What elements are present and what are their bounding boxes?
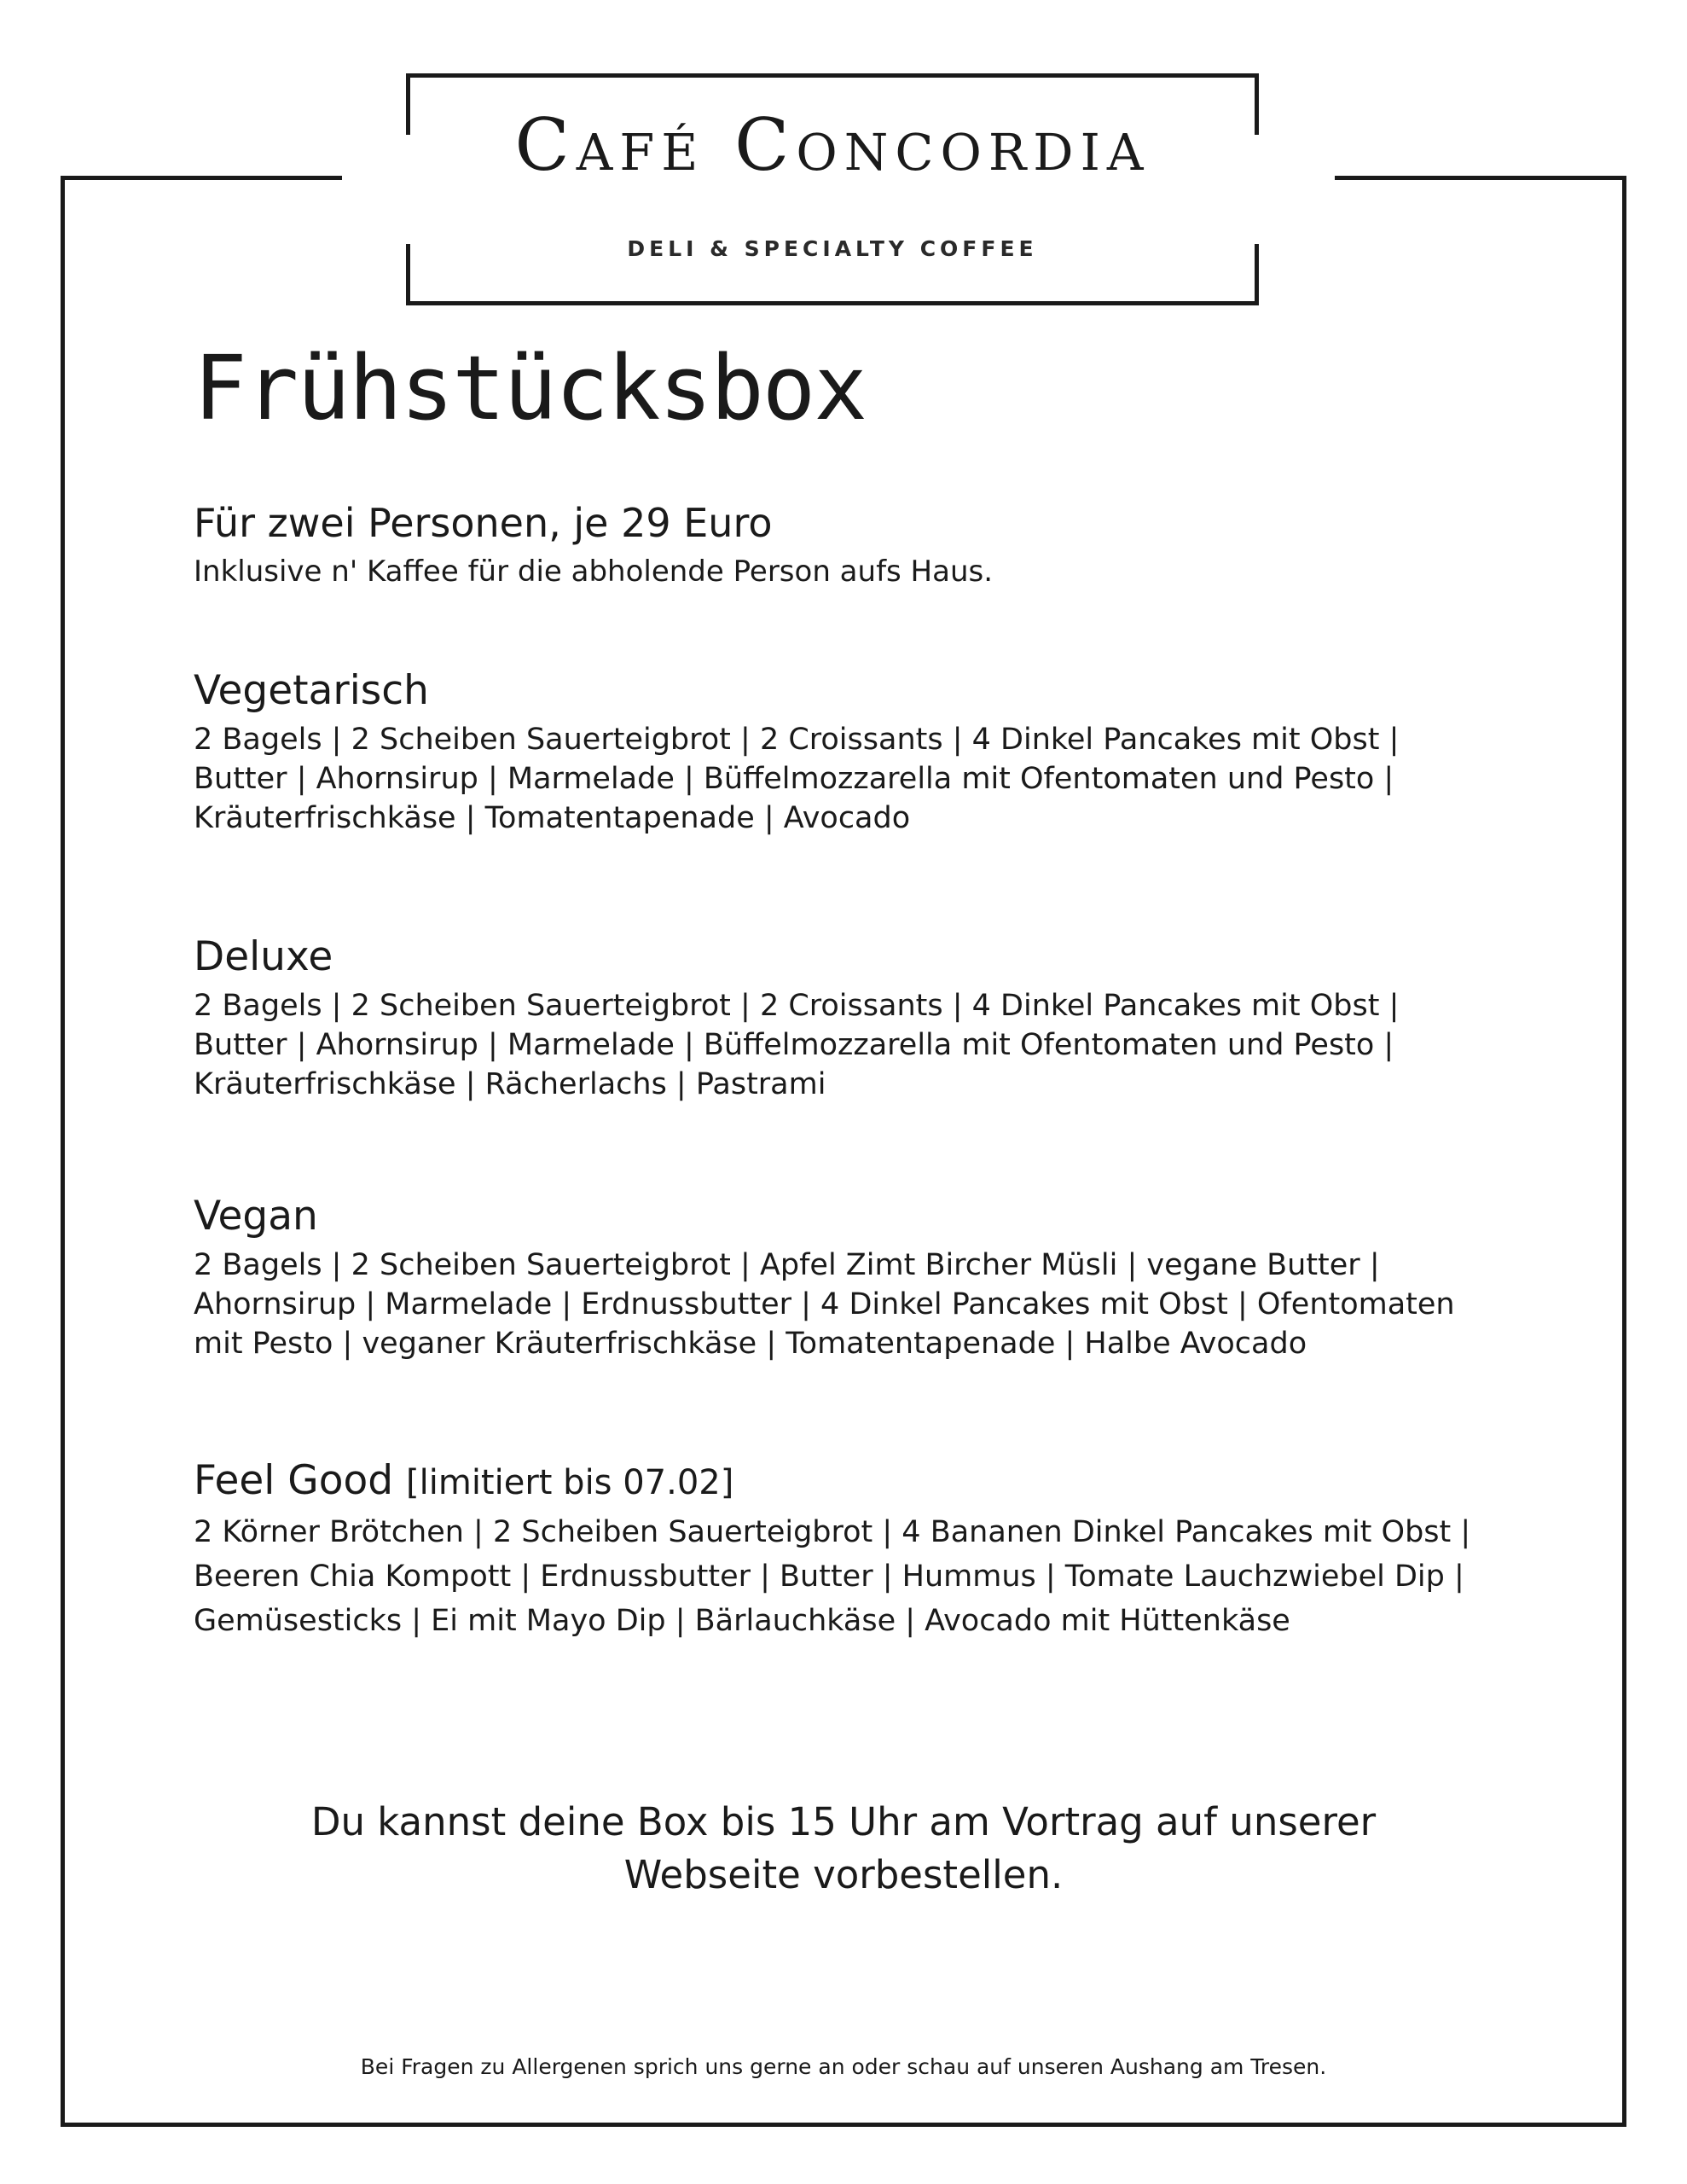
section-title: Deluxe <box>194 933 333 980</box>
section-item-line: Kräuterfrischkäse | Tomatentapenade | Avocado <box>194 801 911 836</box>
logo-name: Café Concordia <box>514 103 1151 187</box>
section-item-line: Beeren Chia Kompott | Erdnussbutter | Butter | Hummus | Tomate Lauchzwiebel Dip | <box>194 1560 1464 1594</box>
section-item-line: Gemüsesticks | Ei mit Mayo Dip | Bärlauchkäse | Avocado mit Hüttenkäse <box>194 1604 1290 1639</box>
menu-section-deluxe <box>194 933 1524 1104</box>
cafe-logo <box>406 73 1259 305</box>
section-title: Feel Good <box>194 1457 394 1504</box>
section-item-line: 2 Bagels | 2 Scheiben Sauerteigbrot | 2 Croissants | 4 Dinkel Pancakes mit Obst | <box>194 723 1400 758</box>
section-item-line: 2 Bagels | 2 Scheiben Sauerteigbrot | Apfel Zimt Bircher Müsli | vegane Butter | <box>194 1248 1380 1283</box>
menu-section-vegan <box>194 1193 1524 1363</box>
logo-border-bottom <box>406 301 1259 305</box>
section-items <box>194 986 1524 1104</box>
frame-bottom-rule <box>61 2123 1626 2127</box>
frame-right-rule <box>1622 176 1626 2127</box>
section-items <box>194 1510 1524 1643</box>
section-item-line: Ahornsirup | Marmelade | Erdnussbutter | 4 Dinkel Pancakes mit Obst | Ofentomaten <box>194 1287 1455 1322</box>
section-item-line: Butter | Ahornsirup | Marmelade | Büffelmozzarella mit Ofentomaten und Pesto | <box>194 762 1394 797</box>
menu-section-feel-good <box>194 1457 1524 1643</box>
preorder-note <box>85 1796 1602 1902</box>
menu-section-vegetarisch <box>194 667 1524 838</box>
section-items <box>194 720 1524 838</box>
allergen-note: Bei Fragen zu Allergenen sprich uns gerne an oder schau auf unseren Aushang am Tresen. <box>360 2054 1327 2079</box>
section-items <box>194 1246 1524 1363</box>
section-item-line: mit Pesto | veganer Kräuterfrischkäse | Tomatentapenade | Halbe Avocado <box>194 1327 1307 1362</box>
logo-tagline: DELI & SPECIALTY COFFEE <box>627 236 1038 261</box>
section-item-line: Kräuterfrischkäse | Rächerlachs | Pastrami <box>194 1067 826 1102</box>
preorder-note-line: Webseite vorbestellen. <box>623 1852 1064 1897</box>
frame-top-left-rule <box>61 176 342 180</box>
section-title: Vegetarisch <box>194 667 429 714</box>
section-note: [limitiert bis 07.02] <box>406 1463 734 1502</box>
logo-border-top <box>406 73 1259 78</box>
section-title: Vegan <box>194 1193 318 1240</box>
intro-subline: Inklusive n' Kaffee für die abholende Person aufs Haus. <box>194 555 994 589</box>
section-item-line: Butter | Ahornsirup | Marmelade | Büffelmozzarella mit Ofentomaten und Pesto | <box>194 1028 1394 1063</box>
page-title: Frühstücksbox <box>194 336 866 440</box>
preorder-note-line: Du kannst deine Box bis 15 Uhr am Vortrag auf unserer <box>310 1799 1377 1844</box>
frame-top-right-rule <box>1335 176 1626 180</box>
frame-left-rule <box>61 176 65 2127</box>
section-item-line: 2 Körner Brötchen | 2 Scheiben Sauerteigbrot | 4 Bananen Dinkel Pancakes mit Obst | <box>194 1515 1471 1550</box>
section-item-line: 2 Bagels | 2 Scheiben Sauerteigbrot | 2 Croissants | 4 Dinkel Pancakes mit Obst | <box>194 989 1400 1024</box>
intro-headline: Für zwei Personen, je 29 Euro <box>194 500 773 546</box>
